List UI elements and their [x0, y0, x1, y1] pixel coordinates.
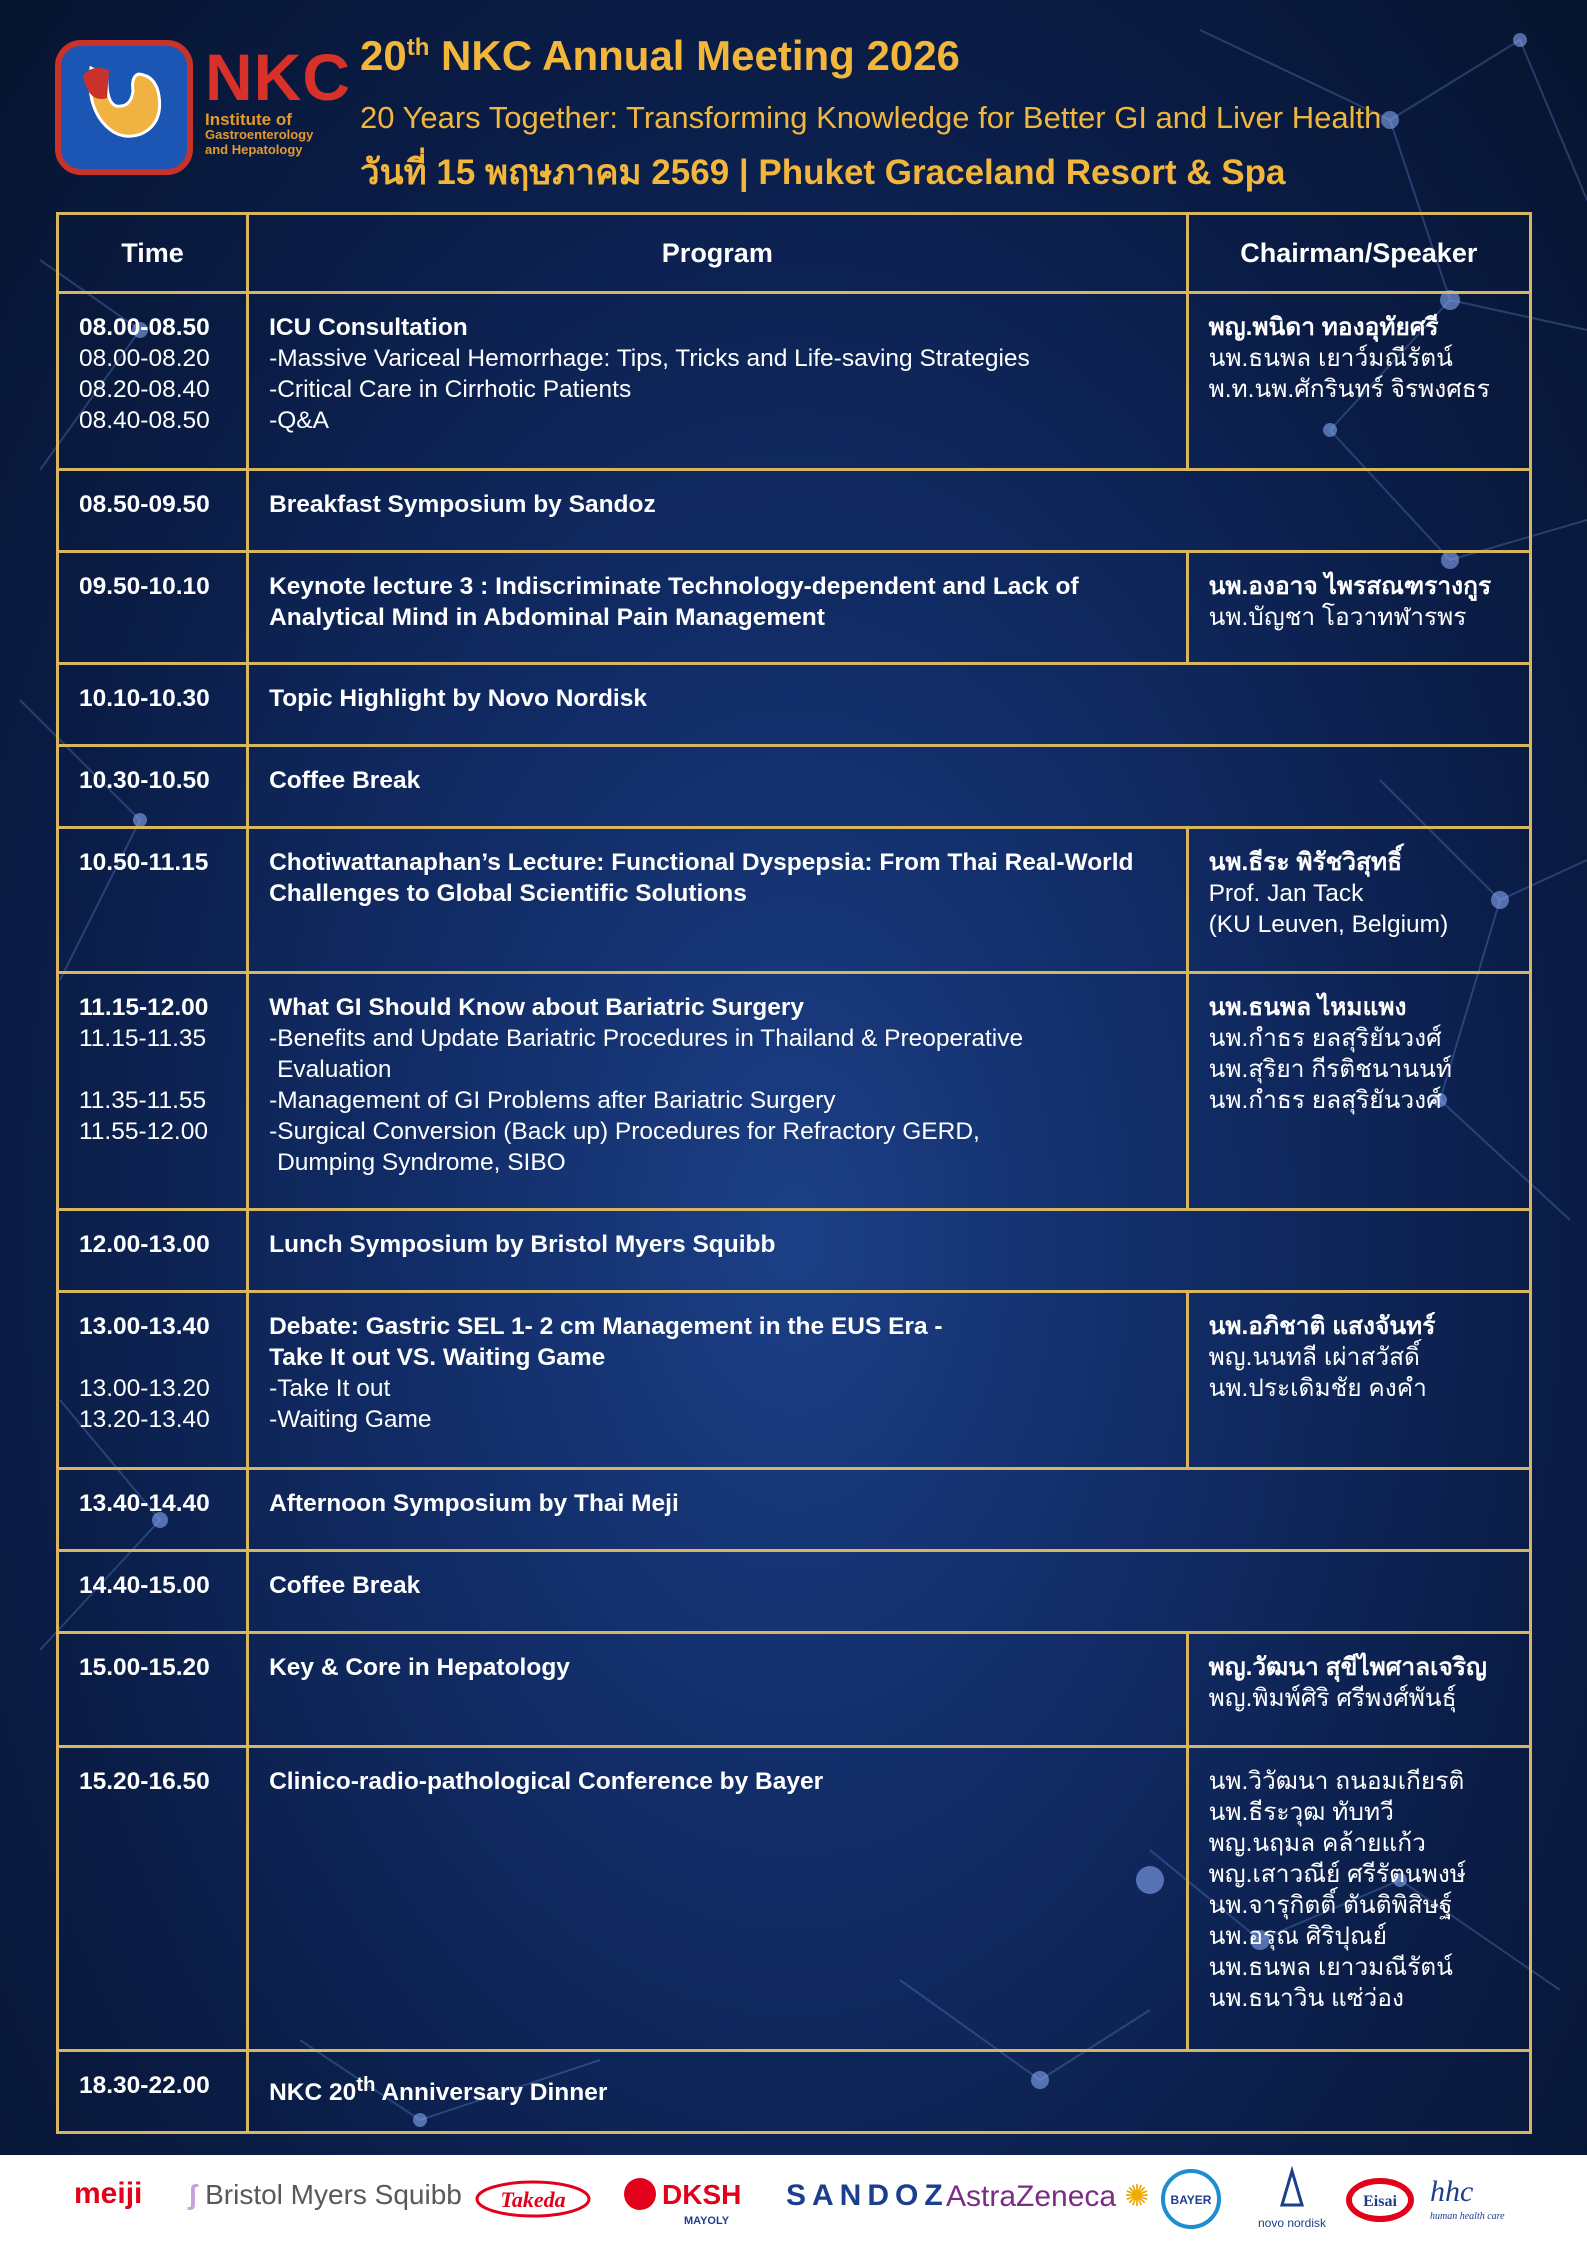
table-row [58, 746, 1531, 828]
column-header-program: Program [248, 214, 1188, 293]
speaker-cell: พญ.พนิดา ทองอุทัยศรี นพ.ธนพล เยาว์มณีรัตน์ พ.ท.นพ.ศักรินทร์ จิรพงศธร [1187, 293, 1530, 470]
time-cell: 14.40-15.00 [58, 1551, 248, 1633]
program-cell: Topic Highlight by Novo Nordisk [248, 664, 1531, 746]
time-cell: 15.00-15.20 [58, 1633, 248, 1747]
svg-text:novo nordisk: novo nordisk [1257, 2216, 1327, 2230]
column-header-time: Time [58, 214, 248, 293]
program-table [56, 212, 1532, 2134]
sandoz-logo: SANDOZ [786, 2179, 949, 2212]
meiji-logo: meiji [74, 2177, 143, 2210]
speaker-cell: พญ.วัฒนา สุขีไพศาลเจริญ พญ.พิมพ์ศิริ ศรีพงศ์พันธุ์ [1187, 1633, 1530, 1747]
speaker-cell: นพ.วิวัฒนา ถนอมเกียรติ นพ.ธีระวุฒ ทับทวี พญ.นฤมล คล้ายแก้ว พญ.เสาวณีย์ ศรีรัตนพงษ์ นพ.จารุกิตติ์ ตันติพิสิษฐ์ นพ.อรุณ ศิริปุณย์ นพ.ธนพล เยาวมณีรัตน์ นพ.ธนาวิน แซ่ว่อง [1187, 1747, 1530, 2051]
time-cell: 11.15-12.00 11.15-11.35 11.35-11.55 11.55-12.00 [58, 973, 248, 1210]
speaker-cell: นพ.องอาจ ไพรสณฑรางกูร นพ.บัญชา โอวาทฬารพร [1187, 552, 1530, 664]
svg-text:BAYER: BAYER [1170, 2193, 1212, 2207]
table-row [58, 1551, 1531, 1633]
time-cell: 10.30-10.50 [58, 746, 248, 828]
time-cell: 12.00-13.00 [58, 1210, 248, 1292]
table-row [58, 2051, 1531, 2133]
speaker-cell: นพ.ธีระ พิรัชวิสุทธิ์ Prof. Jan Tack (KU Leuven, Belgium) [1187, 828, 1530, 973]
table-row [58, 1292, 1531, 1469]
time-cell: 10.10-10.30 [58, 664, 248, 746]
time-cell: 09.50-10.10 [58, 552, 248, 664]
nkc-logo [55, 40, 351, 180]
program-cell: Coffee Break [248, 1551, 1531, 1633]
astrazeneca-icon: ✺ [1116, 2180, 1150, 2213]
time-cell: 15.20-16.50 [58, 1747, 248, 2051]
program-cell: Debate: Gastric SEL 1- 2 cm Management in the EUS Era - Take It out VS. Waiting Game -Take It out -Waiting Game [248, 1292, 1188, 1469]
event-date-venue: วันที่ 15 พฤษภาคม 2569 | Phuket Graceland Resort & Spa [360, 153, 1286, 192]
column-header-speaker: Chairman/Speaker [1187, 214, 1530, 293]
novo-nordisk-logo [1252, 2165, 1332, 2235]
program-cell: NKC 20th Anniversary Dinner [248, 2051, 1531, 2133]
table-row [58, 1210, 1531, 1292]
program-cell: ICU Consultation -Massive Variceal Hemorrhage: Tips, Tricks and Life-saving Strategies -Critical Care in Cirrhotic Patients -Q&A [248, 293, 1188, 470]
takeda-logo [474, 2179, 592, 2219]
time-cell: 08.00-08.50 08.00-08.20 08.20-08.40 08.40-08.50 [58, 293, 248, 470]
table-row [58, 1469, 1531, 1551]
page-subtitle: 20 Years Together: Transforming Knowledge for Better GI and Liver Health [360, 100, 1382, 135]
bms-hand-icon: ʃ [188, 2179, 198, 2210]
table-row [58, 973, 1531, 1210]
svg-text:Eisai: Eisai [1363, 2193, 1397, 2210]
table-row [58, 1747, 1531, 2051]
program-cell: Clinico-radio-pathological Conference by Bayer [248, 1747, 1188, 2051]
svg-text:MAYOLY: MAYOLY [684, 2215, 730, 2227]
table-row [58, 828, 1531, 973]
program-cell: Afternoon Symposium by Thai Meji [248, 1469, 1531, 1551]
bayer-logo [1160, 2168, 1222, 2230]
program-cell: Lunch Symposium by Bristol Myers Squibb [248, 1210, 1531, 1292]
dksh-logo [618, 2172, 778, 2228]
stomach-liver-icon [55, 40, 193, 175]
svg-text:DKSH: DKSH [662, 2179, 742, 2210]
eisai-logo [1344, 2175, 1416, 2225]
hhc-logo [1420, 2171, 1520, 2227]
speaker-cell: นพ.อภิชาติ แสงจันทร์ พญ.นนทลี เผ่าสวัสดิ์ นพ.ประเดิมชัย คงคำ [1187, 1292, 1530, 1469]
svg-text:Takeda: Takeda [500, 2187, 566, 2212]
table-row [58, 664, 1531, 746]
time-cell: 18.30-22.00 [58, 2051, 248, 2133]
time-cell: 13.40-14.40 [58, 1469, 248, 1551]
program-cell: Chotiwattanaphan’s Lecture: Functional Dyspepsia: From Thai Real-World Challenges to Global Scientific Solutions [248, 828, 1188, 973]
program-cell: Keynote lecture 3 : Indiscriminate Technology-dependent and Lack of Analytical Mind in Abdominal Pain Management [248, 552, 1188, 664]
bms-logo: ʃ Bristol Myers Squibb [188, 2179, 462, 2210]
table-row [58, 552, 1531, 664]
speaker-cell: นพ.ธนพล ไหมแพง นพ.กำธร ยลสุริยันวงศ์ นพ.สุริยา กีรติชนานนท์ นพ.กำธร ยลสุริยันวงศ์ [1187, 973, 1530, 1210]
logo-subtitle: Institute of Gastroenterology and Hepatology [205, 110, 314, 157]
time-cell: 10.50-11.15 [58, 828, 248, 973]
page-title: 20th NKC Annual Meeting 2026 [360, 32, 960, 79]
program-cell: Breakfast Symposium by Sandoz [248, 470, 1531, 552]
svg-text:hhc: hhc [1430, 2175, 1474, 2208]
svg-text:human health care: human health care [1430, 2211, 1505, 2222]
program-cell: What GI Should Know about Bariatric Surgery -Benefits and Update Bariatric Procedures in Thailand & Preoperative Evaluation -Management of GI Problems after Bariatric Surgery -Surgical Conversion (Back up) Procedures for Refractory GERD, Dumping Syndrome, SIBO [248, 973, 1188, 1210]
table-row [58, 293, 1531, 470]
logo-wordmark: NKC [205, 40, 351, 114]
table-row [58, 1633, 1531, 1747]
time-cell: 08.50-09.50 [58, 470, 248, 552]
program-cell: Coffee Break [248, 746, 1531, 828]
time-cell: 13.00-13.40 13.00-13.20 13.20-13.40 [58, 1292, 248, 1469]
sponsor-strip [0, 2155, 1587, 2245]
astrazeneca-logo: AstraZeneca ✺ [946, 2180, 1150, 2213]
table-header-row [58, 214, 1531, 293]
program-cell: Key & Core in Hepatology [248, 1633, 1188, 1747]
table-row [58, 470, 1531, 552]
